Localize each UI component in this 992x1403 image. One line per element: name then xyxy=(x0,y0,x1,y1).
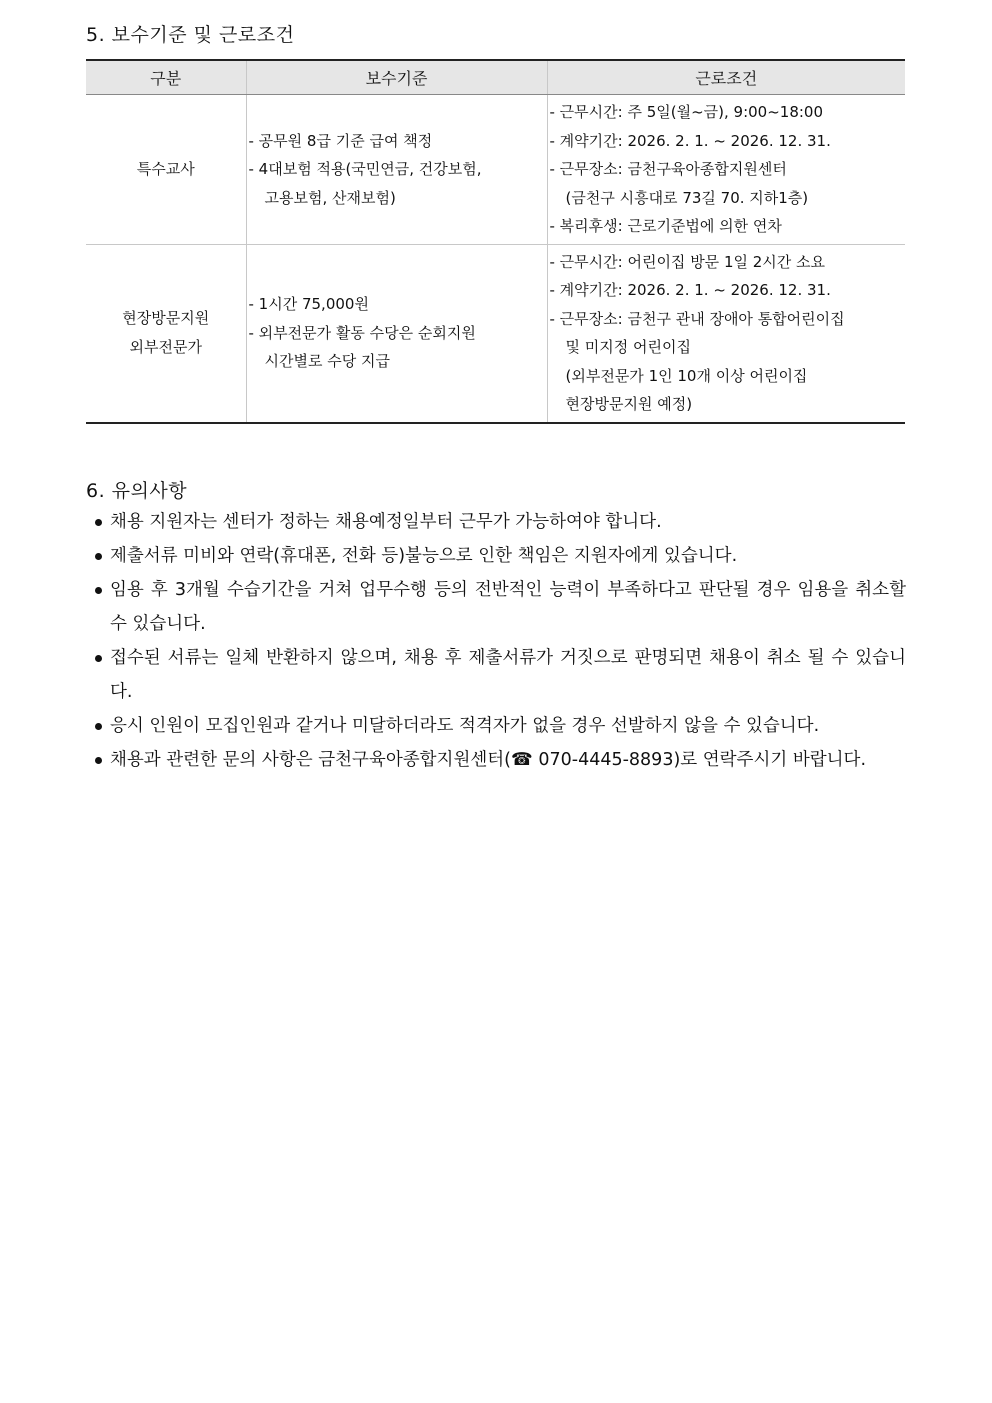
list-item xyxy=(86,743,906,777)
work-condition-line: (외부전문가 1인 10개 이상 어린이집 xyxy=(565,366,808,385)
pay-standard-cell xyxy=(246,244,547,423)
work-conditions-cell xyxy=(547,95,905,245)
pay-standard-line: - 외부전문가 활동 수당은 순회지원 xyxy=(248,323,476,342)
header-work-conditions: 근로조건 xyxy=(547,60,905,95)
pay-conditions-table xyxy=(86,59,905,424)
table-header-row xyxy=(86,60,905,95)
bullet-icon xyxy=(95,723,102,730)
list-item-text: 제출서류 미비와 연락(휴대폰, 전화 등)불능으로 인한 책임은 지원자에게 있습니다. xyxy=(110,546,738,566)
work-condition-line: - 계약기간: 2026. 2. 1. ~ 2026. 12. 31. xyxy=(549,281,831,299)
list-item xyxy=(86,709,906,743)
work-condition-line: - 근무장소: 금천구육아종합지원센터 xyxy=(549,160,787,178)
list-item-text: 채용 지원자는 센터가 정하는 채용예정일부터 근무가 가능하여야 합니다. xyxy=(110,512,662,532)
notice-list xyxy=(86,505,906,777)
work-condition-line: - 근무시간: 어린이집 방문 1일 2시간 소요 xyxy=(549,252,826,271)
header-category: 구분 xyxy=(86,60,246,95)
work-condition-line: - 근무장소: 금천구 관내 장애아 통합어린이집 xyxy=(549,309,845,328)
pay-standard-line: 고용보험, 산재보험) xyxy=(264,188,396,207)
list-item-text: 접수된 서류는 일체 반환하지 않으며, 채용 후 제출서류가 거짓으로 판명되면 채용이 취소 될 수 있습니다. xyxy=(110,648,906,702)
bullet-icon xyxy=(95,553,102,560)
list-item xyxy=(86,641,906,709)
category-cell xyxy=(86,244,246,423)
table-row xyxy=(86,244,905,423)
work-condition-line: 및 미지정 어린이집 xyxy=(565,338,691,356)
category-label: 외부전문가 xyxy=(129,338,202,356)
bullet-icon xyxy=(95,655,102,662)
work-conditions-cell xyxy=(547,244,905,423)
list-item xyxy=(86,539,906,573)
pay-standard-line: 시간별로 수당 지급 xyxy=(264,352,390,371)
bullet-icon xyxy=(95,587,102,594)
section-6-title: 6. 유의사항 xyxy=(86,480,188,502)
list-item-text: 채용과 관련한 문의 사항은 금천구육아종합지원센터(☎ 070-4445-8893)로 연락주시기 바랍니다. xyxy=(110,750,867,770)
work-condition-line: (금천구 시흥대로 73길 70. 지하1층) xyxy=(565,188,809,207)
category-label: 특수교사 xyxy=(136,159,195,178)
list-item-text: 임용 후 3개월 수습기간을 거쳐 업무수행 등의 전반적인 능력이 부족하다고 판단될 경우 임용을 취소할 수 있습니다. xyxy=(110,580,906,634)
header-pay-standard: 보수기준 xyxy=(246,60,547,95)
pay-standard-line: - 1시간 75,000원 xyxy=(248,295,369,314)
bullet-icon xyxy=(95,757,102,764)
work-condition-line: - 근무시간: 주 5일(월~금), 9:00~18:00 xyxy=(549,103,824,121)
list-item-text: 응시 인원이 모집인원과 같거나 미달하더라도 적격자가 없을 경우 선발하지 않을 수 있습니다. xyxy=(110,716,820,736)
work-condition-line: - 복리후생: 근로기준법에 의한 연차 xyxy=(549,217,782,235)
pay-standard-cell xyxy=(246,95,547,245)
category-cell xyxy=(86,95,246,245)
work-condition-line: 현장방문지원 예정) xyxy=(565,395,693,413)
list-item xyxy=(86,573,906,641)
pay-standard-line: - 공무원 8급 기준 급여 책정 xyxy=(248,131,433,150)
table-row xyxy=(86,95,905,245)
bullet-icon xyxy=(95,519,102,526)
pay-standard-line: - 4대보험 적용(국민연금, 건강보험, xyxy=(248,160,482,178)
list-item xyxy=(86,505,906,539)
section-5-title: 5. 보수기준 및 근로조건 xyxy=(86,24,295,46)
work-condition-line: - 계약기간: 2026. 2. 1. ~ 2026. 12. 31. xyxy=(549,131,831,150)
category-label: 현장방문지원 xyxy=(122,309,210,327)
